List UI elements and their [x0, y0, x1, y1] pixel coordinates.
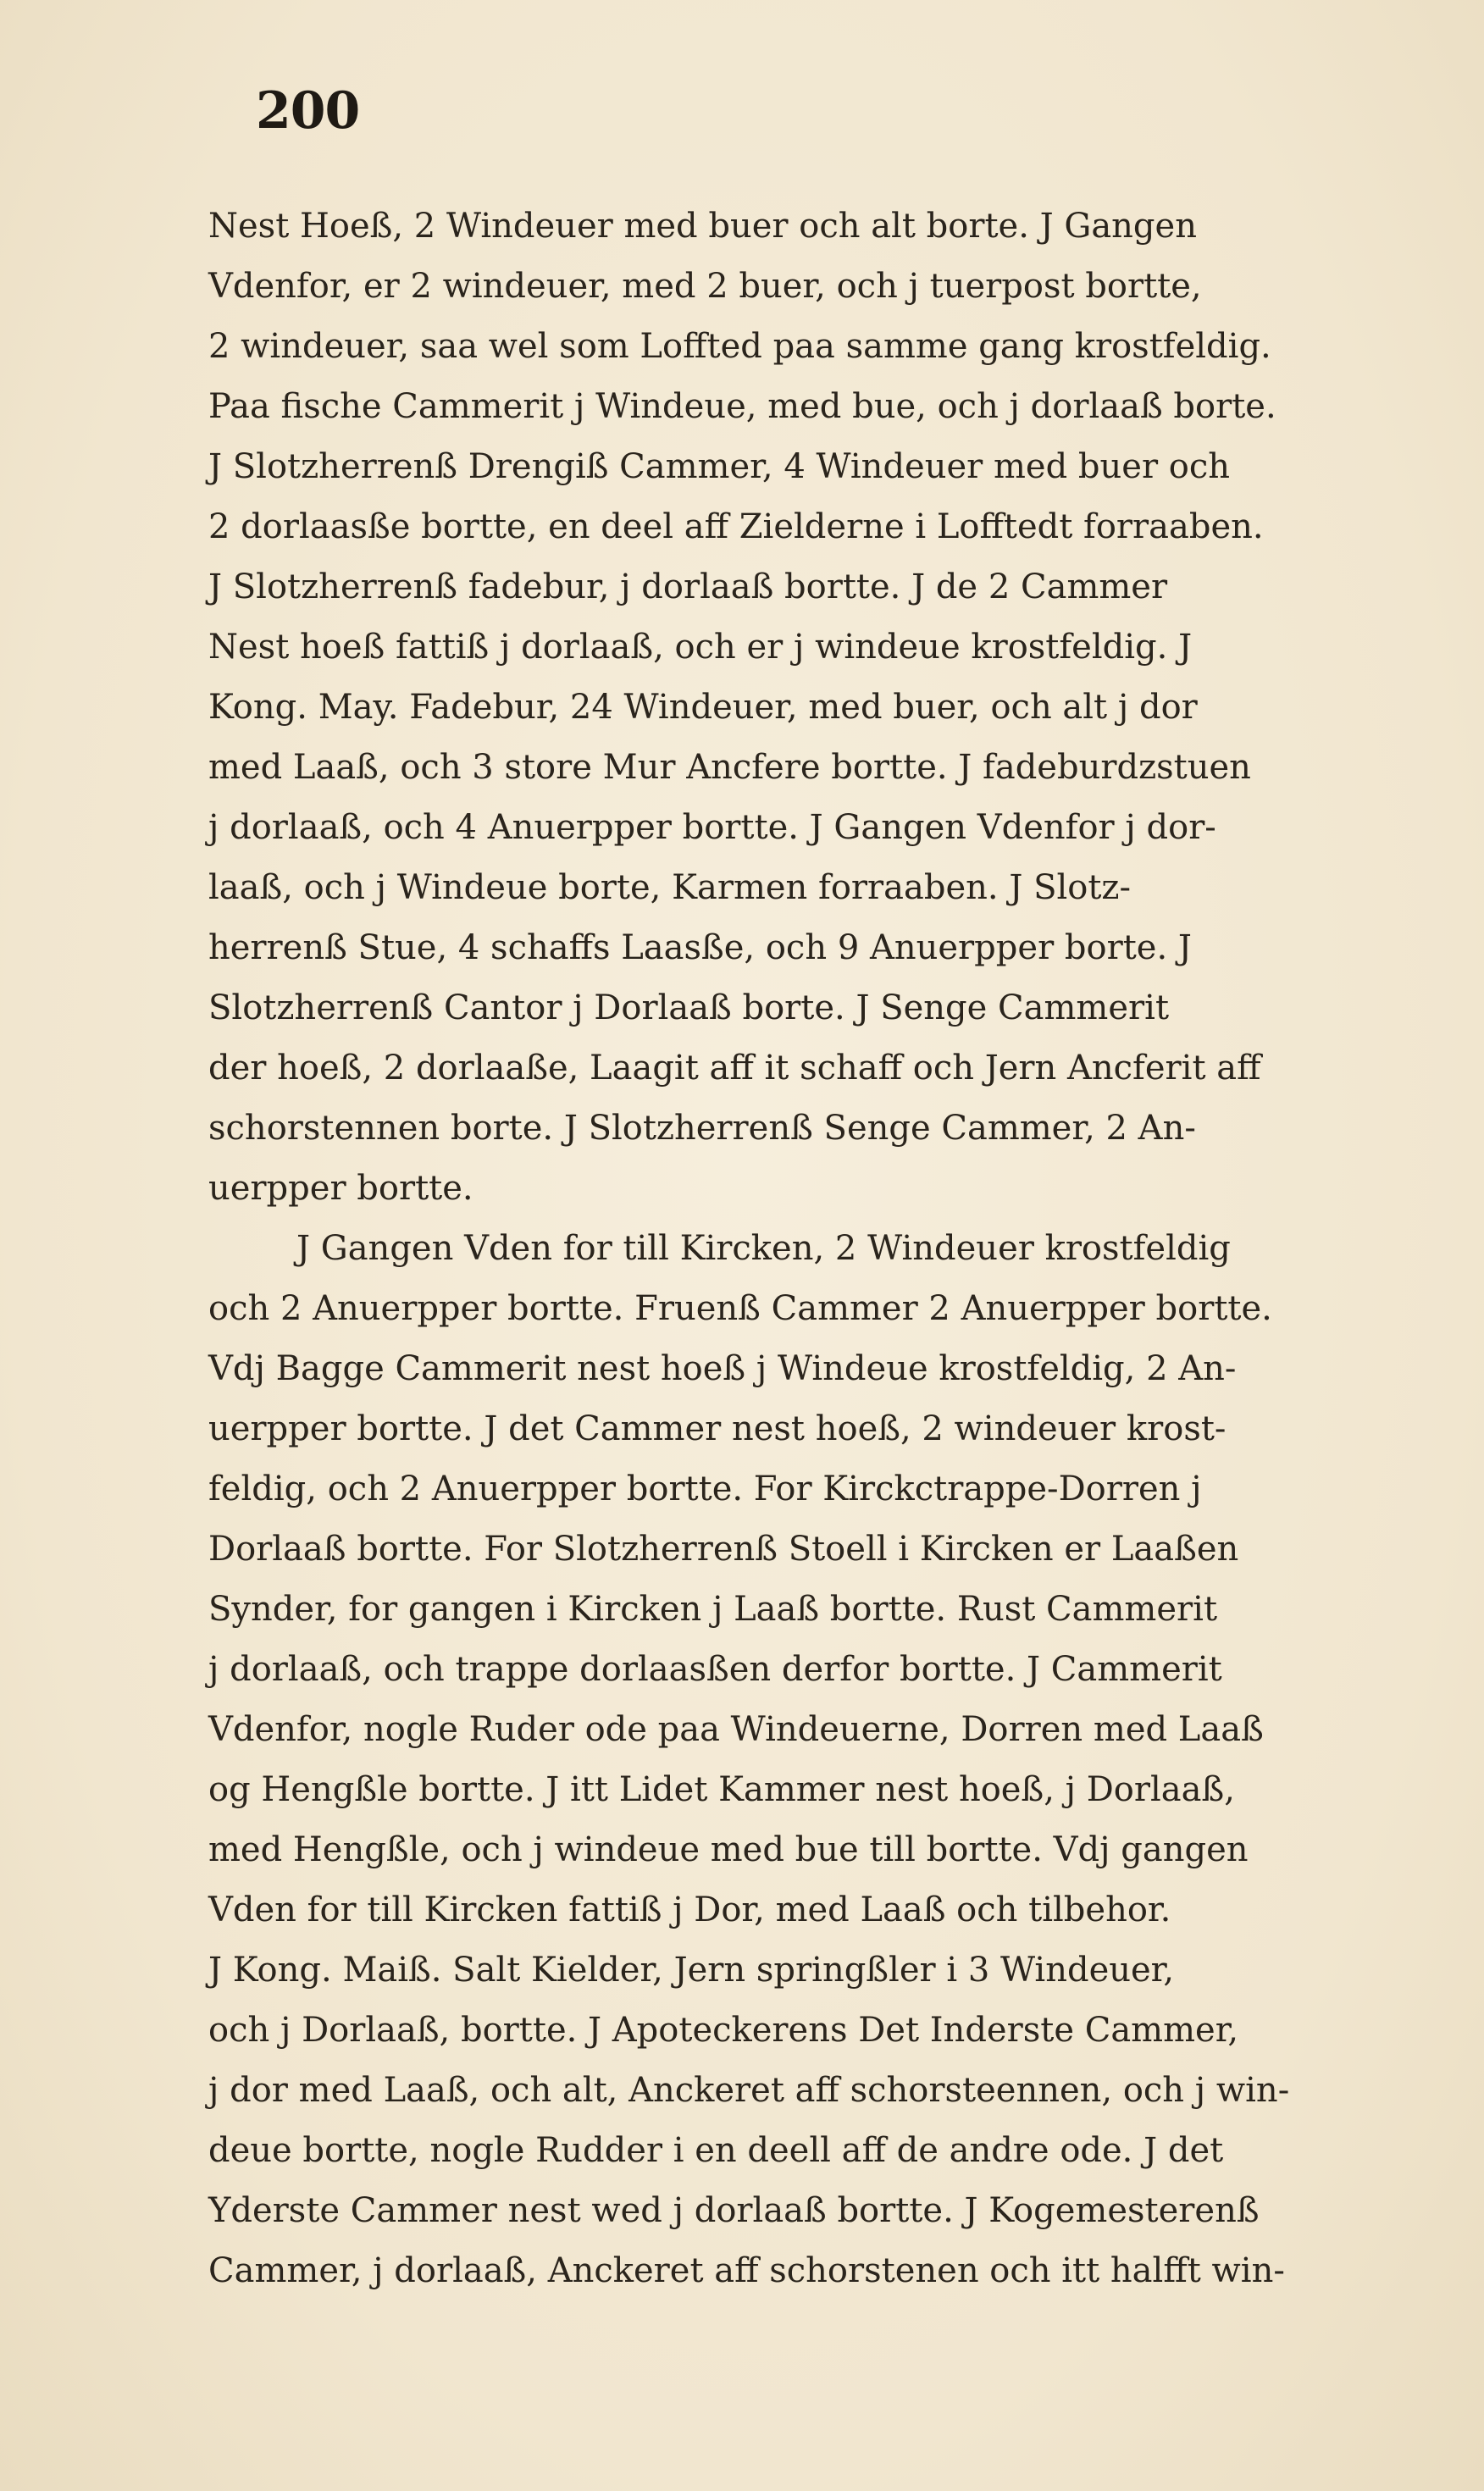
text-line: J Slotzherrenß fadebur, j dorlaaß bortte. J de 2 Cammer: [208, 567, 1168, 606]
text-line: och 2 Anuerpper bortte. Fruenß Cammer 2 Anuerpper bortte.: [208, 1289, 1272, 1328]
text-line: Vdenfor, er 2 windeuer, med 2 buer, och j tuerpost bortte,: [208, 267, 1202, 306]
text-line: med Hengßle, och j windeue med bue till bortte. Vdj gangen: [208, 1830, 1249, 1869]
text-line: j dorlaaß, och 4 Anuerpper bortte. J Gangen Vdenfor j dor-: [208, 808, 1216, 847]
text-line: 2 dorlaasße bortte, en deel aff Zielderne i Lofftedt forraaben.: [208, 507, 1264, 546]
text-line: med Laaß, och 3 store Mur Ancfere bortte. J fadeburdzstuen: [208, 748, 1251, 787]
text-line: Nest hoeß fattiß j dorlaaß, och er j windeue krostfeldig. J: [208, 628, 1193, 667]
text-line: herrenß Stue, 4 schaffs Laasße, och 9 Anuerpper borte. J: [208, 928, 1192, 967]
text-line: uerpper bortte.: [208, 1169, 473, 1208]
text-line: uerpper bortte. J det Cammer nest hoeß, 2 windeuer krost-: [208, 1409, 1227, 1448]
text-line: feldig, och 2 Anuerpper bortte. For Kirckctrappe-Dorren j: [208, 1470, 1202, 1508]
text-line: Kong. May. Fadebur, 24 Windeuer, med buer, och alt j dor: [208, 688, 1198, 727]
text-line: Dorlaaß bortte. For Slotzherrenß Stoell i Kircken er Laaßen: [208, 1530, 1239, 1569]
text-line: Vdj Bagge Cammerit nest hoeß j Windeue krostfeldig, 2 An-: [208, 1349, 1237, 1388]
text-line: J Kong. Maiß. Salt Kielder, Jern springßler i 3 Windeuer,: [208, 1951, 1175, 1990]
text-line: og Hengßle bortte. J itt Lidet Kammer nest hoeß, j Dorlaaß,: [208, 1770, 1235, 1809]
text-line: Vden for till Kircken fattiß j Dor, med Laaß och tilbehor.: [208, 1890, 1171, 1929]
text-line: J Slotzherrenß Drengiß Cammer, 4 Windeuer med buer och: [208, 447, 1231, 486]
text-line: j dor med Laaß, och alt, Anckeret aff schorsteennen, och j win-: [208, 2071, 1290, 2110]
text-line: deue bortte, nogle Rudder i en deell aff de andre ode. J det: [208, 2131, 1224, 2170]
paragraph-first-line: J Gangen Vden for till Kircken, 2 Windeuer krostfeldig: [296, 1229, 1231, 1268]
text-line: och j Dorlaaß, bortte. J Apoteckerens Det Inderste Cammer,: [208, 2011, 1239, 2050]
text-line: laaß, och j Windeue borte, Karmen forraaben. J Slotz-: [208, 868, 1132, 907]
text-line: Nest Hoeß, 2 Windeuer med buer och alt borte. J Gangen: [208, 207, 1197, 246]
text-line: Vdenfor, nogle Ruder ode paa Windeuerne, Dorren med Laaß: [208, 1710, 1264, 1749]
text-line: Paa fische Cammerit j Windeue, med bue, och j dorlaaß borte.: [208, 387, 1276, 426]
text-line: Slotzherrenß Cantor j Dorlaaß borte. J Senge Cammerit: [208, 988, 1170, 1027]
text-line: j dorlaaß, och trappe dorlaasßen derfor bortte. J Cammerit: [208, 1650, 1222, 1689]
body-text: [208, 197, 1379, 2301]
text-line: der hoeß, 2 dorlaaße, Laagit aff it schaff och Jern Ancferit aff: [208, 1049, 1261, 1088]
page-number: 200: [256, 81, 360, 141]
text-line: Cammer, j dorlaaß, Anckeret aff schorstenen och itt halfft win-: [208, 2251, 1285, 2290]
text-line: 2 windeuer, saa wel som Loffted paa samme gang krostfeldig.: [208, 327, 1271, 366]
text-line: Synder, for gangen i Kircken j Laaß bortte. Rust Cammerit: [208, 1590, 1218, 1629]
text-line: Yderste Cammer nest wed j dorlaaß bortte. J Kogemesterenß: [208, 2191, 1260, 2230]
text-line: schorstennen borte. J Slotzherrenß Senge Cammer, 2 An-: [208, 1109, 1196, 1148]
